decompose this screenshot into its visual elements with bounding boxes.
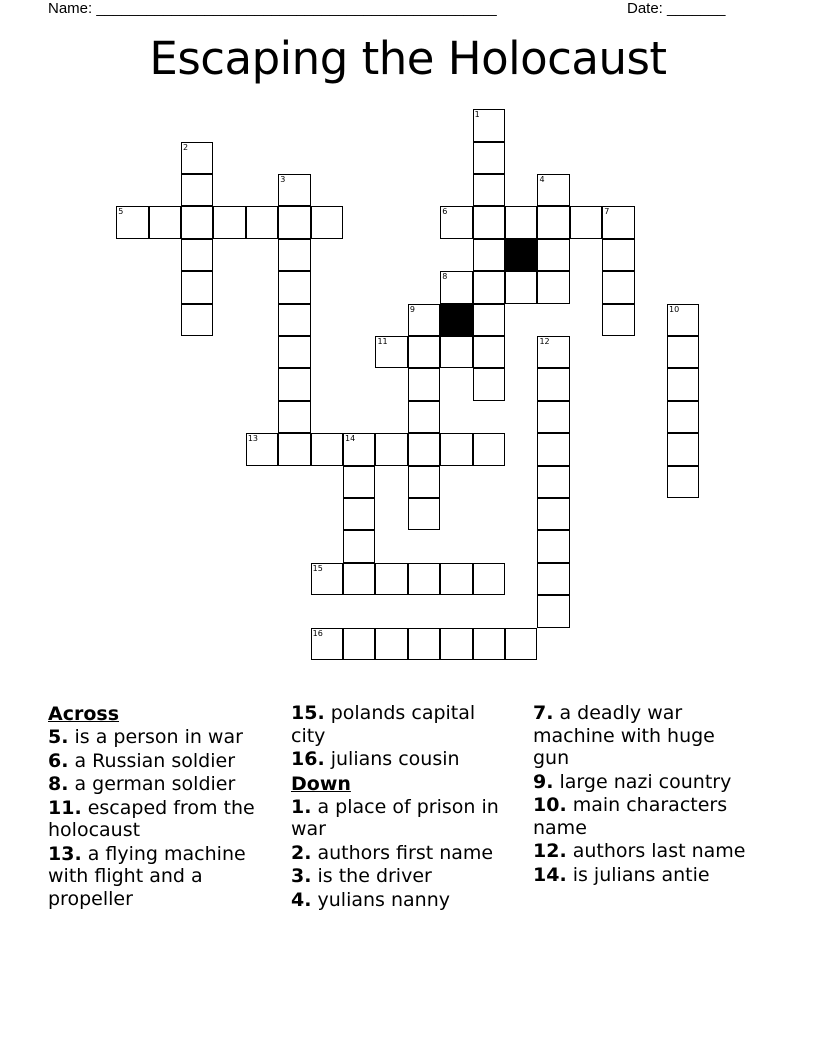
grid-cell[interactable] (311, 206, 343, 238)
clue-down-12 (533, 840, 748, 863)
clue-text: escaped from the holocaust (48, 796, 255, 841)
clue-down-10 (533, 794, 748, 839)
grid-cell[interactable] (602, 239, 634, 271)
grid-cell[interactable] (278, 239, 310, 271)
grid-cell[interactable] (375, 433, 407, 465)
clue-text: authors last name (572, 840, 746, 862)
cell-number: 12 (539, 337, 550, 347)
grid-cell[interactable] (278, 336, 310, 368)
black-cell (440, 304, 472, 336)
clues-column-1 (48, 702, 270, 911)
grid-cell[interactable] (408, 304, 440, 336)
cell-number: 5 (118, 207, 124, 217)
clue-number: 5. (48, 726, 69, 748)
grid-cell[interactable] (213, 206, 245, 238)
grid-cell[interactable] (537, 206, 569, 238)
clue-number: 8. (48, 773, 69, 795)
grid-cell[interactable] (473, 304, 505, 336)
cell-number: 9 (409, 304, 415, 314)
grid-cell[interactable] (440, 336, 472, 368)
grid-cell[interactable] (375, 628, 407, 660)
down-heading: Down (291, 772, 351, 795)
clue-number: 14. (533, 863, 567, 886)
grid-cell[interactable] (537, 498, 569, 530)
grid-cell[interactable] (473, 563, 505, 595)
clue-text: authors first name (317, 841, 494, 864)
grid-cell[interactable] (537, 466, 569, 498)
grid-cell[interactable] (667, 336, 699, 368)
clue-number: 7. (533, 702, 554, 724)
cell-number: 11 (377, 337, 388, 347)
grid-cell[interactable] (408, 401, 440, 433)
grid-cell[interactable] (440, 563, 472, 595)
grid-cell[interactable] (408, 368, 440, 400)
clue-down-1 (291, 796, 501, 841)
clue-number: 11. (48, 796, 82, 819)
grid-cell[interactable] (570, 206, 602, 238)
grid-cell[interactable] (537, 595, 569, 627)
grid-cell[interactable] (667, 368, 699, 400)
grid-cell[interactable] (375, 563, 407, 595)
clue-number: 2. (291, 841, 312, 864)
clue-down-9 (533, 771, 748, 794)
clue-across-6 (48, 750, 270, 773)
grid-cell[interactable] (473, 174, 505, 206)
grid-cell[interactable] (667, 401, 699, 433)
cell-number: 16 (312, 628, 323, 638)
grid-cell[interactable] (505, 271, 537, 303)
grid-cell[interactable] (343, 498, 375, 530)
grid-cell[interactable] (473, 206, 505, 238)
clue-down-2 (291, 842, 501, 865)
grid-cell[interactable] (473, 239, 505, 271)
clue-text: is a person in war (74, 726, 243, 748)
grid-cell[interactable] (278, 401, 310, 433)
clue-across-11 (48, 797, 270, 842)
grid-cell[interactable] (440, 628, 472, 660)
grid-cell[interactable] (343, 628, 375, 660)
cell-number: 4 (539, 175, 545, 185)
grid-cell[interactable] (473, 109, 505, 141)
clue-number: 4. (291, 888, 312, 911)
grid-cell[interactable] (343, 433, 375, 465)
clue-number: 10. (533, 794, 567, 816)
grid-cell[interactable] (278, 174, 310, 206)
grid-cell[interactable] (473, 628, 505, 660)
grid-cell[interactable] (278, 304, 310, 336)
grid-cell[interactable] (408, 628, 440, 660)
date-field[interactable]: Date: _______ (627, 0, 726, 17)
clue-text: yulians nanny (317, 888, 450, 911)
grid-cell[interactable] (537, 433, 569, 465)
grid-cell[interactable] (181, 142, 213, 174)
grid-cell[interactable] (440, 433, 472, 465)
grid-cell[interactable] (473, 271, 505, 303)
grid-cell[interactable] (343, 563, 375, 595)
clue-text: large nazi country (559, 770, 732, 793)
name-field[interactable]: Name: ________________________________________________ (48, 0, 497, 17)
grid-cell[interactable] (537, 368, 569, 400)
grid-cell[interactable] (181, 239, 213, 271)
clue-text: is julians antie (572, 863, 710, 886)
clue-across-5 (48, 726, 270, 749)
cell-number: 7 (604, 207, 610, 217)
clues-column-2 (291, 702, 501, 912)
cell-number: 13 (247, 434, 259, 444)
grid-cell[interactable] (246, 433, 278, 465)
clue-text: is the driver (317, 865, 432, 887)
clue-text: a flying machine with flight and a propeller (48, 842, 246, 910)
cell-number: 6 (442, 207, 448, 217)
grid-cell[interactable] (343, 530, 375, 562)
grid-cell[interactable] (408, 563, 440, 595)
clue-text: julians cousin (330, 748, 460, 770)
grid-cell[interactable] (343, 466, 375, 498)
clue-text: a german soldier (74, 773, 236, 795)
grid-cell[interactable] (537, 174, 569, 206)
grid-cell[interactable] (667, 466, 699, 498)
clue-down-7 (533, 702, 748, 770)
grid-cell[interactable] (440, 206, 472, 238)
clue-down-3 (291, 865, 501, 888)
clue-number: 12. (533, 840, 567, 862)
clue-number: 3. (291, 865, 312, 887)
grid-cell[interactable] (311, 563, 343, 595)
grid-cell[interactable] (505, 628, 537, 660)
grid-cell[interactable] (246, 206, 278, 238)
clue-across-8 (48, 773, 270, 796)
grid-cell[interactable] (473, 433, 505, 465)
cell-number: 10 (669, 304, 680, 314)
cell-number: 1 (474, 110, 480, 120)
cell-number: 14 (345, 434, 356, 444)
grid-cell[interactable] (408, 433, 440, 465)
grid-cell[interactable] (408, 498, 440, 530)
clues-column-3 (533, 702, 748, 887)
grid-cell[interactable] (473, 336, 505, 368)
grid-cell[interactable] (408, 466, 440, 498)
clue-text: a deadly war machine with huge gun (533, 702, 715, 769)
grid-cell[interactable] (667, 433, 699, 465)
grid-cell[interactable] (537, 336, 569, 368)
clue-text: a place of prison in war (291, 795, 499, 840)
page-title: Escaping the Holocaust (149, 32, 667, 85)
grid-cell[interactable] (278, 368, 310, 400)
clue-text: polands capital city (291, 702, 476, 747)
grid-cell[interactable] (473, 368, 505, 400)
grid-cell[interactable] (278, 206, 310, 238)
clue-number: 9. (533, 770, 554, 793)
grid-cell[interactable] (408, 336, 440, 368)
clue-number: 16. (291, 748, 325, 770)
clue-text: a Russian soldier (74, 749, 236, 772)
grid-cell[interactable] (149, 206, 181, 238)
grid-cell[interactable] (602, 271, 634, 303)
grid-cell[interactable] (537, 563, 569, 595)
clue-text: main characters name (533, 794, 728, 839)
grid-cell[interactable] (181, 304, 213, 336)
cell-number: 3 (280, 175, 286, 185)
cell-number: 8 (442, 272, 448, 282)
clue-across-13 (48, 843, 270, 911)
grid-cell[interactable] (311, 433, 343, 465)
grid-cell[interactable] (505, 206, 537, 238)
clue-number: 15. (291, 702, 325, 724)
cell-number: 15 (312, 563, 323, 573)
grid-cell[interactable] (537, 530, 569, 562)
grid-cell[interactable] (311, 628, 343, 660)
clue-number: 13. (48, 842, 82, 865)
grid-cell[interactable] (181, 174, 213, 206)
clue-number: 1. (291, 795, 312, 818)
black-cell (505, 239, 537, 271)
clue-across-16 (291, 748, 501, 771)
across-heading: Across (48, 703, 120, 725)
grid-cell[interactable] (602, 304, 634, 336)
grid-cell[interactable] (375, 336, 407, 368)
clue-number: 6. (48, 749, 69, 772)
grid-cell[interactable] (116, 206, 148, 238)
cell-number: 2 (183, 142, 189, 152)
grid-cell[interactable] (278, 271, 310, 303)
grid-cell[interactable] (537, 239, 569, 271)
grid-cell[interactable] (667, 304, 699, 336)
clue-down-4 (291, 889, 501, 912)
grid-cell[interactable] (181, 206, 213, 238)
clue-across-15 (291, 702, 501, 747)
grid-cell[interactable] (537, 401, 569, 433)
grid-cell[interactable] (473, 142, 505, 174)
grid-cell[interactable] (278, 433, 310, 465)
clue-down-14 (533, 864, 748, 887)
grid-cell[interactable] (537, 271, 569, 303)
grid-cell[interactable] (440, 271, 472, 303)
grid-cell[interactable] (602, 206, 634, 238)
grid-cell[interactable] (181, 271, 213, 303)
